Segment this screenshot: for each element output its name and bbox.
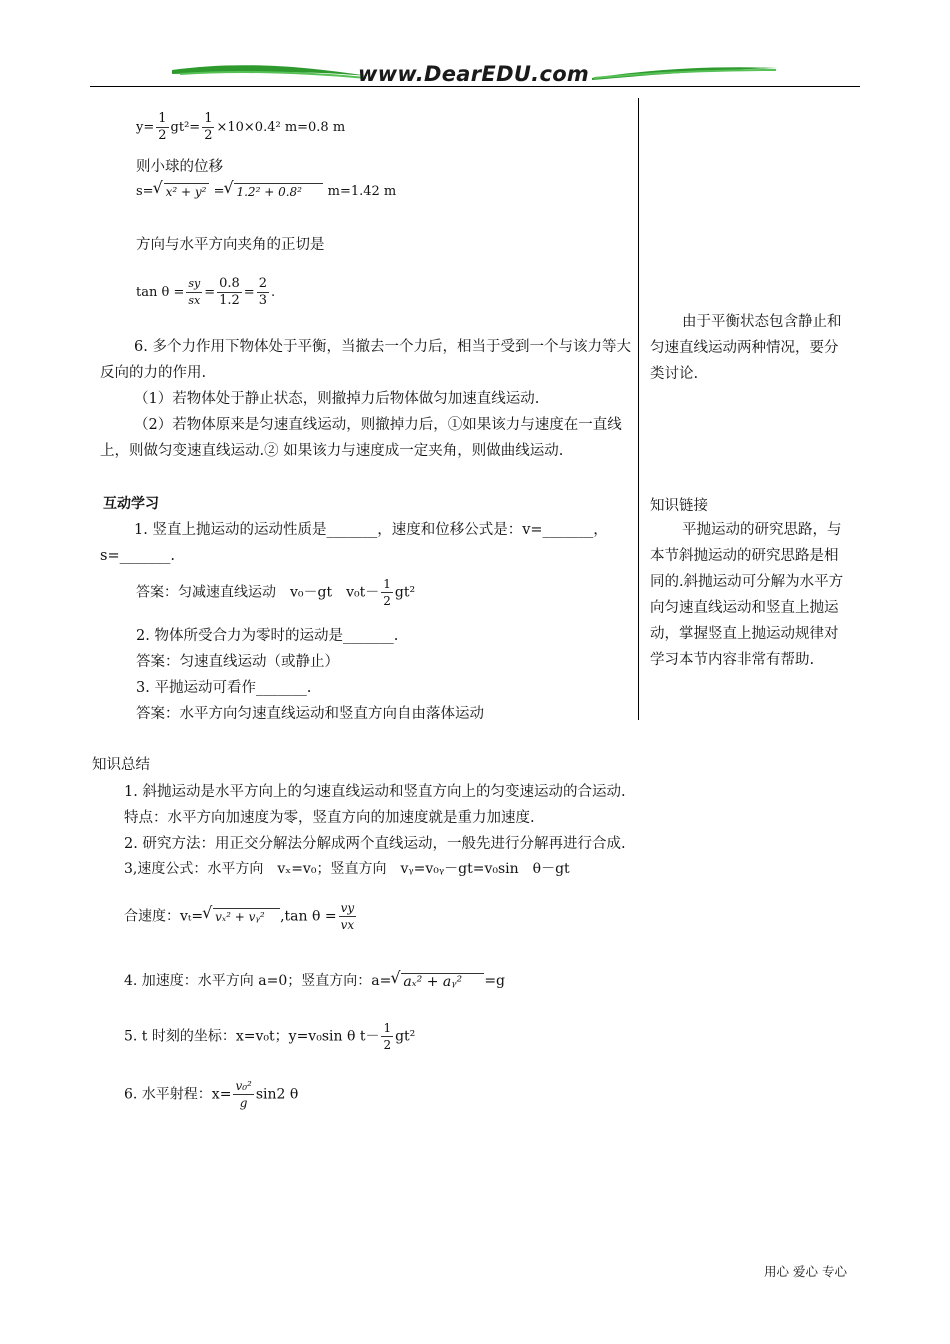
green-swoosh-left — [170, 60, 370, 84]
interactive-heading: 互动学习 — [103, 496, 159, 512]
paragraph-6-1: （1）若物体处于静止状态，则撤掉力后物体做匀加速直线运动. — [134, 391, 540, 407]
question-3: 3. 平抛运动可看作_______. — [136, 680, 312, 696]
displacement-label: 则小球的位移 — [136, 159, 223, 175]
summary-velocity: 合速度：vₜ=√ vₓ² + vᵧ² ,tan θ = $\frac{vy}{vx}$ — [124, 900, 358, 933]
footer-text: 用心 爱心 专心 — [764, 1264, 847, 1279]
question-2: 2. 物体所受合力为零时的运动是_______. — [136, 628, 399, 644]
summary-4: 4. 加速度：水平方向 a=0；竖直方向：a=√ aₓ² + aᵧ² =g — [124, 970, 505, 990]
knowledge-link-text: 平抛运动的研究思路，与本节斜抛运动的研究思路是相同的.斜抛运动可分解为水平方向匀速直线运动和竖直上抛运动，掌握竖直上抛运动规律对学习本节内容非常有帮助. — [650, 522, 844, 668]
paragraph-6-2: （2）若物体原来是匀速直线运动，则撤掉力后，①如果该力与速度在一直线上，则做匀变速直线运动.② 如果该力与速度成一定夹角，则做曲线运动. — [100, 417, 622, 459]
y-equation: y= $\frac{1}{2}$ gt²= $\frac{1}{2}$ ×10×0.4² m=0.8 m — [136, 111, 346, 143]
summary-2: 2. 研究方法：用正交分解法分解成两个直线运动，一般先进行分解再进行合成. — [124, 836, 626, 852]
s-equation: s=√ x² + y² =√ 1.2² + 0.8² m=1.42 m — [136, 183, 396, 200]
header-rule — [90, 86, 860, 87]
side-note-balance: 由于平衡状态包含静止和匀速直线运动两种情况，要分类讨论. — [650, 314, 842, 382]
answer-3: 答案：水平方向匀速直线运动和竖直方向自由落体运动 — [136, 706, 484, 722]
tan-equation: tan θ = $\frac{sy}{sx}$ = $\frac{0.8}{1.2}$ = $\frac{2}{3}$ . — [136, 276, 276, 308]
summary-5: 5. t 时刻的坐标：x=v₀t；y=v₀sin θ t－ $\frac{1}{2}$ gt² — [124, 1021, 416, 1052]
column-divider — [638, 98, 639, 720]
green-swoosh-right — [590, 62, 780, 84]
paragraph-6: 6. 多个力作用下物体处于平衡，当撤去一个力后，相当于受到一个与该力等大反向的力的作用. — [100, 339, 631, 381]
summary-6: 6. 水平射程：x= $\frac{\text{v₀²}}{g}$ sin2 θ — [124, 1079, 299, 1110]
summary-title: 知识总结 — [92, 757, 150, 773]
site-brand: www.DearEDU.com — [358, 62, 590, 86]
direction-label: 方向与水平方向夹角的正切是 — [136, 237, 325, 253]
question-1: 1. 竖直上抛运动的运动性质是_______，速度和位移公式是：v=_______，s=_______. — [100, 522, 608, 564]
knowledge-link-title: 知识链接 — [650, 498, 708, 514]
summary-1: 1. 斜抛运动是水平方向上的匀速直线运动和竖直方向上的匀变速运动的合运动. — [124, 784, 626, 800]
summary-1b: 特点：水平方向加速度为零，竖直方向的加速度就是重力加速度. — [124, 810, 535, 826]
summary-3: 3,速度公式：水平方向 vₓ=v₀；竖直方向 vᵧ=v₀ᵧ－gt=v₀sin θ－gt — [124, 861, 570, 877]
answer-1: 答案：匀减速直线运动 v₀－gt v₀t－ $\frac{1}{2}$ gt² — [136, 577, 416, 608]
answer-2: 答案：匀速直线运动（或静止） — [136, 654, 339, 670]
